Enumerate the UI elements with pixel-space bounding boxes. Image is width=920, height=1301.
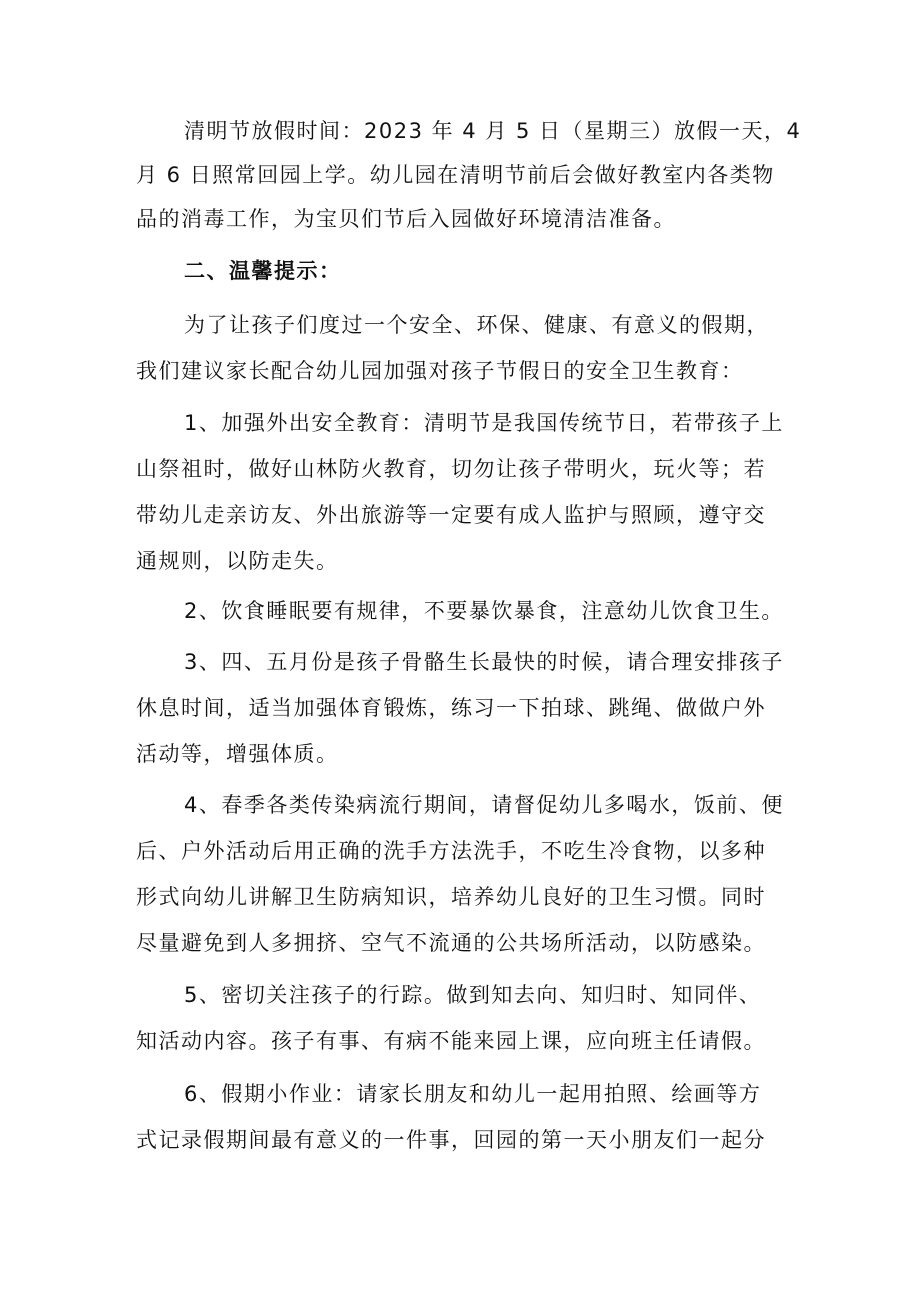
list-item-line: 4、春季各类传染病流行期间，请督促幼儿多喝水，饭前、便 bbox=[184, 793, 784, 817]
list-item-line: 活动等，增强体质。 bbox=[136, 742, 339, 766]
list-item-line: 2、饮食睡眠要有规律，不要暴饮暴食，注意幼儿饮食卫生。 bbox=[184, 599, 784, 623]
list-item-line: 带幼儿走亲访友、外出旅游等一定要有成人监护与照顾，遵守交 bbox=[136, 503, 766, 527]
list-item-line: 山祭祖时，做好山林防火教育，切勿让孩子带明火，玩火等；若 bbox=[136, 457, 766, 481]
paragraph-line: 为了让孩子们度过一个安全、环保、健康、有意义的假期， bbox=[184, 313, 769, 337]
list-item-line: 3、四、五月份是孩子骨骼生长最快的时候，请合理安排孩子 bbox=[184, 650, 784, 674]
list-item-line: 后、户外活动后用正确的洗手方法洗手，不吃生冷食物，以多种 bbox=[136, 839, 766, 863]
list-item-line: 休息时间，适当加强体育锻炼，练习一下拍球、跳绳、做做户外 bbox=[136, 696, 766, 720]
list-item-line: 6、假期小作业：请家长朋友和幼儿一起用拍照、绘画等方 bbox=[184, 1082, 762, 1106]
list-item-line: 5、密切关注孩子的行踪。做到知去向、知归时、知同伴、 bbox=[184, 983, 762, 1007]
paragraph-line: 我们建议家长配合幼儿园加强对孩子节假日的安全卫生教育： bbox=[136, 359, 744, 383]
paragraph-line: 月 6 日照常回园上学。幼儿园在清明节前后会做好教室内各类物 bbox=[136, 163, 775, 187]
paragraph-line: 清明节放假时间：2023 年 4 月 5 日（星期三）放假一天，4 bbox=[184, 119, 802, 143]
list-item-line: 尽量避免到人多拥挤、空气不流通的公共场所活动，以防感染。 bbox=[136, 931, 766, 955]
list-item-line: 通规则，以防走失。 bbox=[136, 549, 339, 573]
list-item-line: 形式向幼儿讲解卫生防病知识，培养幼儿良好的卫生习惯。同时 bbox=[136, 885, 766, 909]
paragraph-line: 品的消毒工作，为宝贝们节后入园做好环境清洁准备。 bbox=[136, 207, 676, 231]
section-heading: 二、温馨提示： bbox=[184, 259, 342, 283]
list-item-line: 知活动内容。孩子有事、有病不能来园上课，应向班主任请假。 bbox=[136, 1029, 766, 1053]
list-item-line: 1、加强外出安全教育：清明节是我国传统节日，若带孩子上 bbox=[184, 411, 784, 435]
list-item-line: 式记录假期间最有意义的一件事，回园的第一天小朋友们一起分 bbox=[136, 1128, 766, 1152]
